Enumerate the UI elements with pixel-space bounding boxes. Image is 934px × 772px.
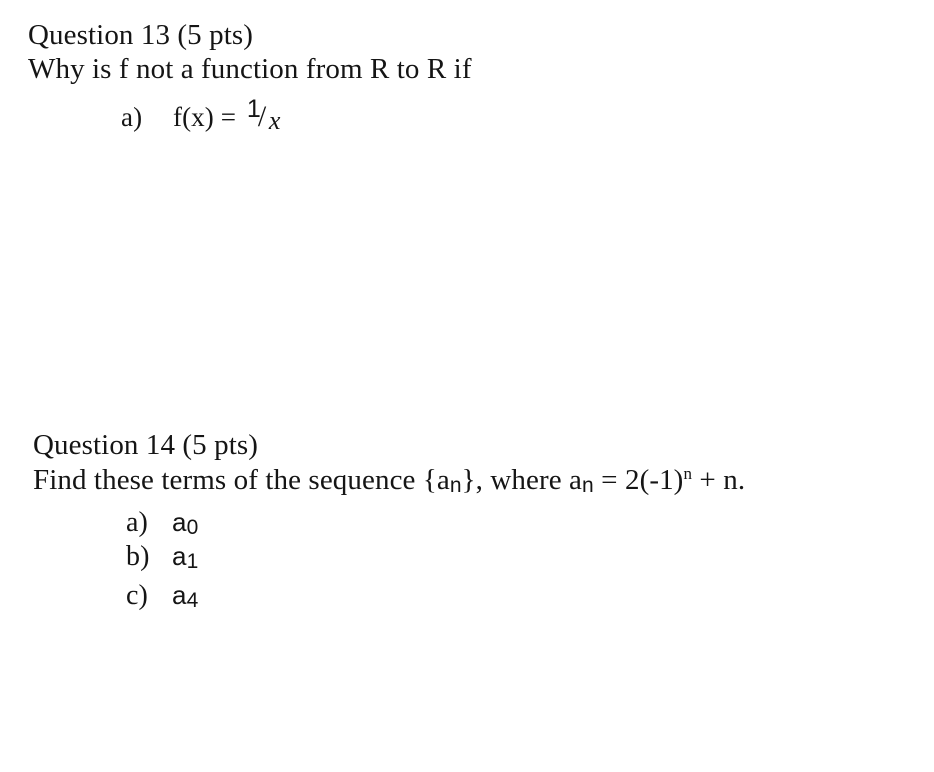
- prompt-text-1: Find these terms of the sequence {a: [33, 464, 450, 496]
- question-14-title: Question 14 (5 pts): [33, 429, 259, 461]
- question-14-part-a: [126, 505, 198, 542]
- question-13-title: Question 13 (5 pts): [28, 19, 254, 51]
- function-lhs: f(x) =: [173, 102, 243, 132]
- part-label: c): [126, 580, 148, 611]
- part-label: a): [126, 507, 148, 538]
- term-subscript: 4: [186, 589, 199, 612]
- term-variable: a: [172, 541, 187, 571]
- fraction-numerator: 1: [246, 95, 261, 123]
- question-14-prompt: [33, 463, 745, 501]
- question-14-part-c: [126, 578, 198, 615]
- prompt-text-4: + n.: [692, 464, 746, 496]
- part-a-label: a): [121, 102, 143, 132]
- term-subscript: 1: [186, 550, 199, 573]
- fraction-one-over-x: [243, 95, 289, 135]
- prompt-text-3: = 2(-1): [593, 464, 684, 496]
- prompt-text-2: }, where a: [461, 464, 583, 496]
- superscript-n: n: [683, 464, 693, 483]
- fraction-denominator: x: [268, 106, 281, 135]
- subscript-n: n: [582, 474, 594, 497]
- question-14-part-b: [126, 539, 198, 576]
- fraction-slash: /: [257, 100, 267, 133]
- part-label: b): [126, 541, 150, 572]
- subscript-n: n: [449, 474, 462, 497]
- question-13-prompt: Why is f not a function from R to R if: [28, 53, 472, 85]
- term-subscript: 0: [186, 516, 199, 539]
- term-variable: a: [172, 507, 187, 537]
- term-variable: a: [172, 580, 187, 610]
- question-13-part-a: [121, 95, 289, 135]
